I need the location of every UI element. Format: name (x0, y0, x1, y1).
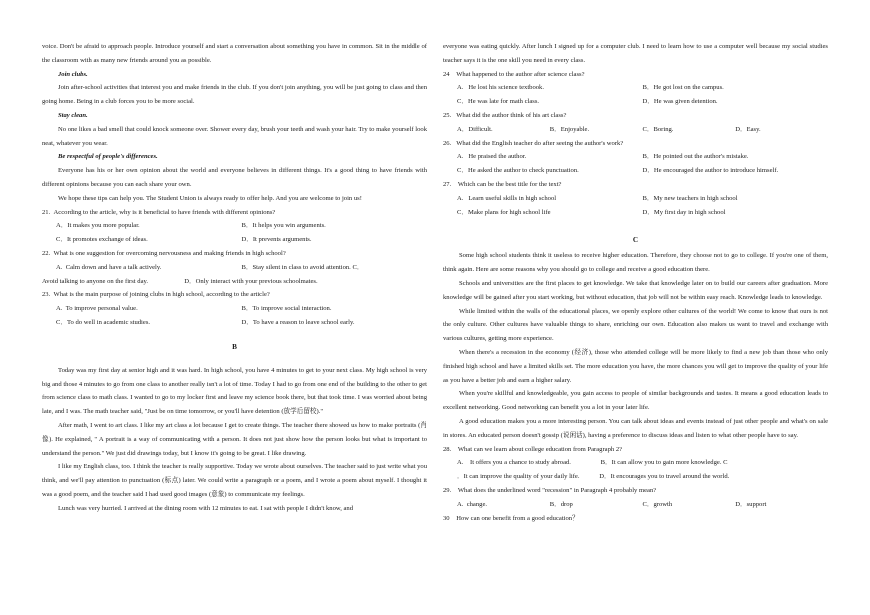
option-25-b: B．Enjoyable. (549, 125, 590, 133)
question-25-options (443, 123, 828, 137)
option-26-b: B．He pointed out the author's mistake. (642, 153, 749, 161)
intro-paragraph: voice. Don't be afraid to approach people. Introduce yourself and start a conversation about something you have in common. Sit in the middle of the classroom with as many new friends around you as possible. (42, 43, 427, 64)
question-30: 30 How can one benefit from a good education？ (443, 514, 579, 522)
question-24: 24 What happened to the author after science class? (443, 70, 585, 78)
option-27-c: C．Make plans for high school life (457, 208, 551, 216)
question-24-options (443, 81, 828, 109)
section-c-title: C (632, 236, 639, 245)
question-23: 23. What is the main purpose of joining clubs in high school, according to the article? (42, 291, 270, 299)
option-23-c: C．To do well in academic studies. (56, 318, 151, 326)
section-b-continuation: everyone was eating quickly. After lunch I signed up for a computer club. I need to learn how to use a computer well because my social studies teacher says it is the one skill you need in every class. (443, 43, 828, 64)
section-c-paragraph-1: Some high school students think it useless to receive higher education. Therefore, they choose not to go to college. If you're one of them, think again. Here are some reasons why you should go to college and receive a good education there. (443, 252, 828, 274)
option-22-b: B．Stay silent in class to avoid attention. C． (241, 263, 364, 271)
left-column (42, 40, 427, 516)
question-29: 29. What does the underlined word "recession" in Paragraph 4 probably mean? (443, 486, 657, 494)
question-27: 27. Which can be the best title for the text? (443, 180, 562, 188)
tip-text-respect: Everyone has his or her own opinion about the world and everyone believes in different things. It's a good thing to have friends with different opinions because you can each share your own. (42, 167, 427, 188)
question-23-options (42, 302, 427, 330)
option-29-d: D．support (735, 500, 767, 508)
right-column (443, 40, 828, 525)
option-24-a: A. He lost his science textbook. (457, 84, 544, 92)
question-29-options (443, 498, 828, 512)
option-24-c: C．He was late for math class. (457, 98, 540, 106)
option-26-c: C．He asked the author to check punctuation. (457, 167, 579, 175)
option-25-d: D．Easy. (735, 125, 761, 133)
option-21-b: B．It helps you win arguments. (241, 222, 326, 230)
section-c-paragraph-4: When there's a recession in the economy (经济), those who attended college will be more likely to find a new job than those who only finished high school and have a limited skills set. The more education you have, the more chances you will get to improve the quality of your life as you have a better job and earn a higher salary. (443, 348, 828, 384)
option-27-b: B．My new teachers in high school (642, 194, 738, 202)
question-28: 28. What can we learn about college education from Paragraph 2? (443, 445, 623, 453)
option-21-c: C．It promotes exchange of ideas. (56, 236, 148, 244)
question-21: 21. According to the article, why is it beneficial to have friends with different opinions? (42, 208, 276, 216)
section-c-paragraph-3: While limited within the walls of the educational places, we openly explore other cultures of the world! We come to know that ours is not the only culture. Other cultures have valuable things to share, enriching our own. Education also makes us want to travel and exchange with various cultures, getting more experience. (443, 307, 828, 343)
question-27-options (443, 192, 828, 220)
question-26-options (443, 150, 828, 178)
section-c-paragraph-2: Schools and universities are the first places to get knowledge. We take that knowledge later on to build our careers after graduation. More knowledge will be gained after you start working, but without education, that job will not be within easy reach. Knowledge leads to knowledge. (443, 279, 828, 301)
tip-text-clubs: Join after-school activities that interest you and make friends in the club. If you don't join anything, you will be just going to class and then going home. Being in a club forces you to be more social. (42, 84, 427, 106)
question-21-options (42, 219, 427, 247)
question-22: 22. What is one suggestion for overcoming nervousness and making friends in high school? (42, 249, 286, 257)
question-28-options-line-2: ．It can improve the quality of your daily life. D．It encourages you to travel around the world. (457, 473, 730, 481)
option-27-a: A. Learn useful skills in high school (457, 194, 557, 202)
tip-text-clean: No one likes a bad smell that could knock someone over. Shower every day, brush your teeth and wash your hair. Try to make yourself look neat, whatever you wear. (42, 125, 427, 147)
section-b-title: B (232, 342, 237, 351)
option-26-d: D．He encouraged the author to introduce himself. (642, 167, 779, 175)
option-27-d: D．My first day in high school (642, 208, 726, 216)
section-b-paragraph-4: Lunch was very hurried. I arrived at the dining room with 12 minutes to eat. I sat with people I didn't know, and (58, 504, 354, 512)
option-24-d: D．He was given detention. (642, 98, 718, 106)
option-23-d: D．To have a reason to leave school early. (241, 318, 355, 326)
section-c-paragraph-6: A good education makes you a more interesting person. You can talk about ideas and events instead of just other people and what's on sale in stores. An educated person doesn't gossip (说闲话), having a preference to discuss ideas and listen to what other people have to say. (443, 417, 828, 439)
option-23-a: A. To improve personal value. (56, 305, 138, 313)
section-b-paragraph-2: After math, I went to art class. I like my art class a lot because I get to create things. The teacher there showed us how to make portraits (肖像). He explained, " A portrait is a way of communicating with a person. It does not just show how the person looks but what is important to understand the person." We just did drawings today, but I know it's going to be great. I like drawing. (42, 421, 427, 457)
option-25-c: C．Boring. (642, 125, 674, 133)
option-25-a: A．Difficult. (457, 125, 493, 133)
tip-heading-respect: Be respectful of people's differences. (58, 153, 158, 161)
option-29-b: B．drop (549, 500, 573, 508)
option-24-b: B．He got lost on the campus. (642, 84, 724, 92)
question-28-options-line-1: A. It offers you a chance to study abroad. B．It can allow you to gain more knowledge. C (457, 459, 728, 467)
option-21-d: D．It prevents arguments. (241, 236, 312, 244)
question-25: 25. What did the author think of his art class? (443, 111, 567, 119)
closing-paragraph: We hope these tips can help you. The Student Union is always ready to offer help. And you are welcome to join us! (58, 194, 362, 202)
section-c-paragraph-5: When you're skillful and knowledgeable, you gain access to people of similar backgrounds and tastes. It means a good education leads to excellent networking. Good networking can benefit you a lot in your later life. (443, 390, 828, 412)
question-22-tail: Avoid talking to anyone on the first day. D．Only interact with your previous schoolmates. (42, 277, 318, 285)
question-26: 26. What did the English teacher do after seeing the author's work? (443, 139, 624, 147)
option-29-c: C．growth (642, 500, 673, 508)
tip-heading-clean: Stay clean. (58, 111, 88, 119)
tip-heading-clubs: Join clubs. (58, 70, 88, 78)
option-29-a: A. change. (457, 500, 488, 508)
question-22-options (42, 261, 427, 275)
option-26-a: A. He praised the author. (457, 153, 527, 161)
option-22-a: A. Calm down and have a talk actively. (56, 263, 162, 271)
option-23-b: B．To improve social interaction. (241, 305, 332, 313)
section-b-paragraph-1: Today was my first day at senior high and it was hard. In high school, you have 4 minutes to get to your next class. My high school is very big and those 4 minutes to go from one class to another really isn't a lot of time. Today I had to go from one end of the building to the other to get from science class to math class. I wanted to go to my locker first and leave my science book there, but that took time. I was worried about being late, and I was. The math teacher said, "Just be on time tomorrow, or you'll have detention (放学后留校)." (42, 366, 427, 416)
option-21-a: A．It makes you more popular. (56, 222, 140, 230)
section-b-paragraph-3: I like my English class, too. I think the teacher is really supportive. Today we wrote about ourselves. The teacher said to just write what you think, and we'll pay attention to punctuation (标点) later. We could write a paragraph or a poem, and I wrote a poem about myself. I thought it was a good poem, and the teacher said I had used good images (意象) to communicate my feelings. (42, 463, 428, 498)
